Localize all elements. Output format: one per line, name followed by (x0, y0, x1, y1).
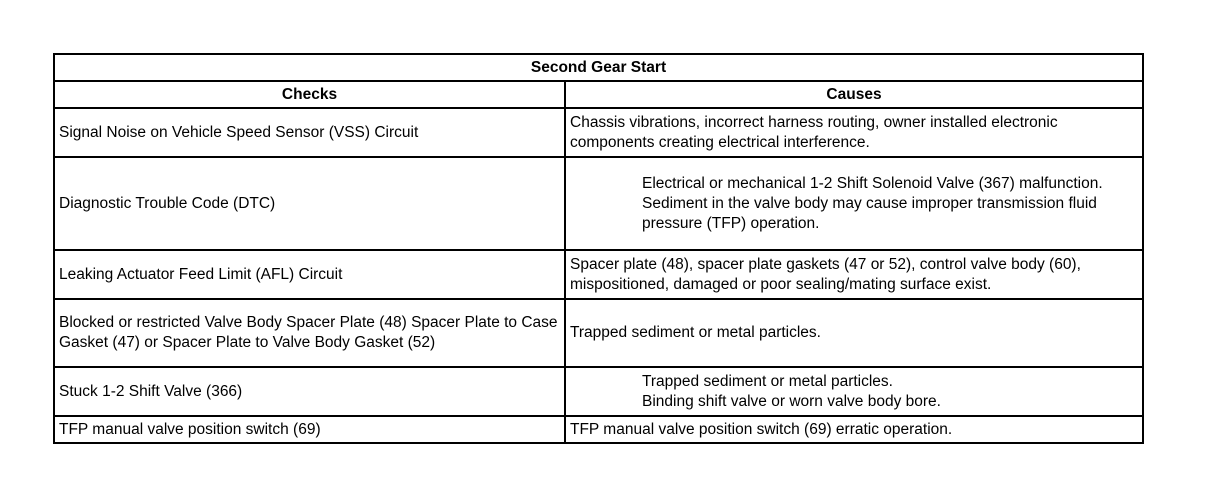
table-row (54, 416, 1143, 443)
table-row (54, 367, 1143, 416)
cause-cell (565, 416, 1143, 443)
table-header-row (54, 81, 1143, 108)
cause-text: Spacer plate (48), spacer plate gaskets (47 or 52), control valve body (60), mispositioned, damaged or poor sealing/mating surface exist. (570, 255, 1081, 293)
cause-text: Trapped sediment or metal particles. (570, 324, 821, 341)
cause-cell (565, 367, 1143, 416)
check-cell: TFP manual valve position switch (69) (54, 416, 565, 443)
cause-item: Electrical or mechanical 1-2 Shift Solenoid Valve (367) malfunction. (642, 174, 1103, 192)
table-row (54, 157, 1143, 250)
cause-item: Binding shift valve or worn valve body bore. (642, 392, 941, 410)
cause-text: TFP manual valve position switch (69) erratic operation. (570, 420, 953, 438)
check-cell: Stuck 1-2 Shift Valve (366) (54, 367, 565, 416)
check-cell: Signal Noise on Vehicle Speed Sensor (VSS) Circuit (54, 108, 565, 157)
cause-list (570, 174, 1138, 234)
check-cell: Blocked or restricted Valve Body Spacer Plate (48) Spacer Plate to Case Gasket (47) or Spacer Plate to Valve Body Gasket (52) (54, 299, 565, 367)
cause-text: Chassis vibrations, incorrect harness routing, owner installed electronic components creating electrical interference. (570, 113, 1058, 151)
table-row (54, 299, 1143, 367)
cause-list (570, 372, 1138, 412)
cause-item: Sediment in the valve body may cause improper transmission fluid pressure (TFP) operation. (642, 194, 1097, 232)
cause-cell (565, 250, 1143, 299)
check-cell: Leaking Actuator Feed Limit (AFL) Circuit (54, 250, 565, 299)
table-title-row (54, 54, 1143, 81)
table-row (54, 250, 1143, 299)
cause-cell (565, 108, 1143, 157)
cause-cell (565, 157, 1143, 250)
cause-cell (565, 299, 1143, 367)
diagnostic-table (53, 53, 1144, 444)
header-causes: Causes (565, 81, 1143, 108)
cause-item: Trapped sediment or metal particles. (642, 372, 893, 390)
table-row (54, 108, 1143, 157)
table-title: Second Gear Start (54, 54, 1143, 81)
check-cell: Diagnostic Trouble Code (DTC) (54, 157, 565, 250)
header-checks: Checks (54, 81, 565, 108)
